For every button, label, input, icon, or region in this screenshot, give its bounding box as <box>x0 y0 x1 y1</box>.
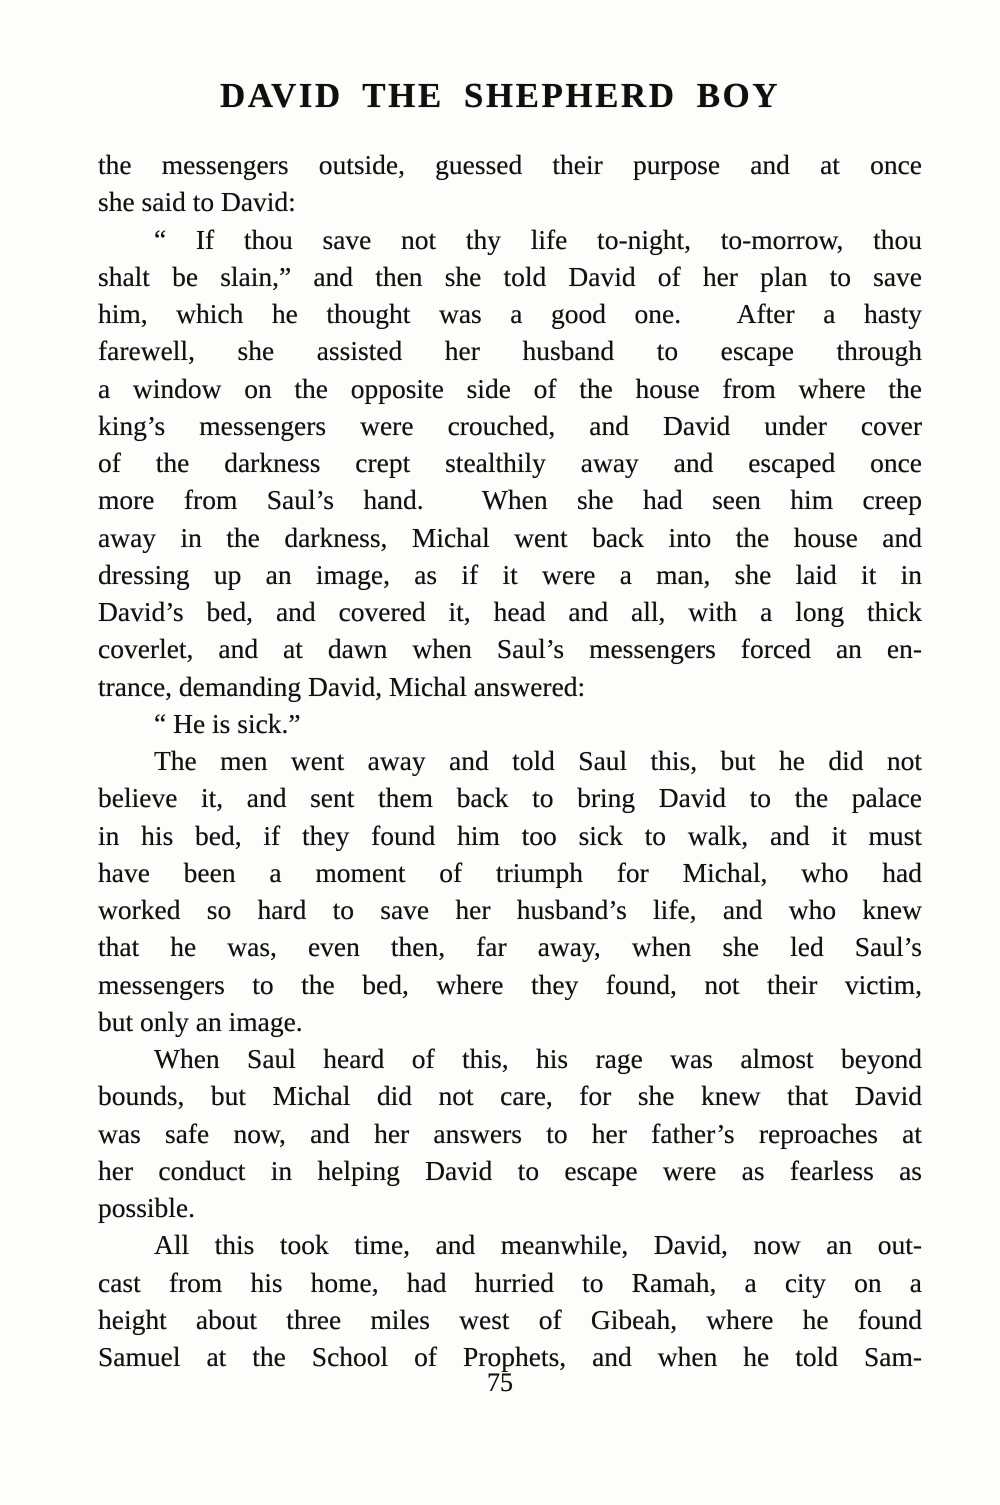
text-line: that he was, even then, far away, when she led Saul’s <box>98 931 922 963</box>
text-line: All this took time, and meanwhile, David, now an out- <box>154 1229 922 1261</box>
text-line: coverlet, and at dawn when Saul’s messengers forced an en- <box>98 633 922 665</box>
text-line: The men went away and told Saul this, but he did not <box>154 745 922 776</box>
text-line: she said to David: <box>98 186 296 218</box>
text-line: trance, demanding David, Michal answered: <box>98 670 586 702</box>
text-line: believe it, and sent them back to bring David to the palace <box>98 782 922 814</box>
text-line: farewell, she assisted her husband to escape through <box>98 335 922 367</box>
body-text <box>98 146 922 1375</box>
text-line: a window on the opposite side of the house from where the <box>98 372 922 404</box>
text-line: but only an image. <box>98 1005 303 1037</box>
text-line: more from Saul’s hand. When she had seen him creep <box>98 484 922 516</box>
text-line: When Saul heard of this, his rage was almost beyond <box>154 1043 922 1074</box>
page-header-title: DAVID THE SHEPHERD BOY <box>219 76 781 115</box>
text-line: “ If thou save not thy life to-night, to-morrow, thou <box>154 223 922 255</box>
text-line: height about three miles west of Gibeah, where he found <box>98 1303 922 1335</box>
text-line: the messengers outside, guessed their purpose and at once <box>98 149 922 180</box>
text-line: dressing up an image, as if it were a man, she laid it in <box>98 558 922 590</box>
text-line: have been a moment of triumph for Michal, who had <box>98 856 922 888</box>
text-line: bounds, but Michal did not care, for she knew that David <box>98 1080 922 1112</box>
text-line: away in the darkness, Michal went back into the house and <box>98 521 922 553</box>
text-line: cast from his home, had hurried to Ramah, a city on a <box>98 1266 922 1298</box>
text-line: David’s bed, and covered it, head and all, with a long thick <box>98 596 922 627</box>
text-line: worked so hard to save her husband’s life, and who knew <box>98 894 922 925</box>
text-line: shalt be slain,” and then she told David of her plan to save <box>98 260 922 292</box>
text-line: him, which he thought was a good one. After a hasty <box>98 298 922 329</box>
text-line: possible. <box>98 1192 196 1223</box>
text-line: of the darkness crept stealthily away and escaped once <box>98 447 922 478</box>
text-line: “ He is sick.” <box>154 707 301 739</box>
text-line: king’s messengers were crouched, and David under cover <box>98 409 922 441</box>
text-line: her conduct in helping David to escape were as fearless as <box>98 1154 922 1186</box>
text-line: in his bed, if they found him too sick to walk, and it must <box>98 819 922 851</box>
text-line: Samuel at the School of Prophets, and when he told Sam- <box>98 1341 922 1372</box>
page-number: 75 <box>487 1368 513 1397</box>
text-line: was safe now, and her answers to her father’s reproaches at <box>98 1117 922 1149</box>
text-line: messengers to the bed, where they found, not their victim, <box>98 968 922 1000</box>
